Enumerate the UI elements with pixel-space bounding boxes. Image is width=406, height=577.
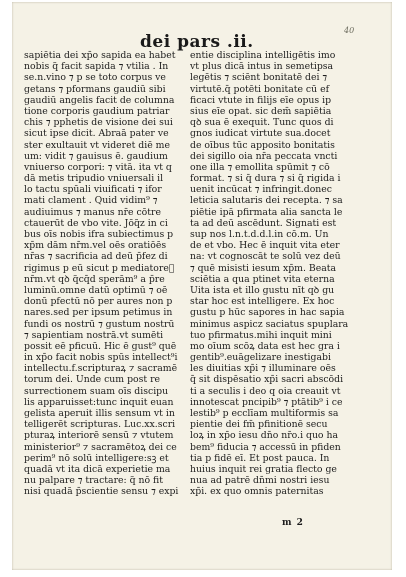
text-line: lis apparuisset:tunc inquit euan <box>24 396 174 408</box>
text-line: pturaꝝ interiorē sensū ⁊ vtutem <box>24 430 174 442</box>
text-line: de et vbo. Hec ē inquit vita eter <box>190 240 340 252</box>
text-line: mo oīum scōꝝ data est hec gra i <box>190 340 340 352</box>
text-line: gaudiū angelis facit de columna <box>24 94 175 106</box>
text-line: nu palpare ⁊ tractare: q̃ nō fit <box>24 475 163 487</box>
text-line: one illa ⁊ emollita spūmit ⁊ cō <box>190 161 330 173</box>
text-line: vniuerso corpori: ⁊ vitā. ita vt q <box>24 161 172 173</box>
text-line: telligerēt scripturas. Luc.xx.scri <box>24 419 176 431</box>
right-text-column <box>190 50 356 498</box>
text-line: ster exultauit vt videret diē me <box>24 139 171 151</box>
text-line: xp̄m dām nr̄m.vel oēs oratiōēs <box>24 240 167 252</box>
text-line: se.n.vino ⁊ p se toto corpus ve <box>24 72 166 84</box>
folio-number: 40 <box>344 26 355 35</box>
text-line: luminū.omne datū optimū ⁊ oē <box>24 284 168 296</box>
text-line: um: vidit ⁊ gauisus ē. gaudium <box>24 150 168 162</box>
text-line: quadā vt ita dicā experietie ma <box>24 463 171 475</box>
text-line: rigimus p eū sicut p mediatoreᷓ <box>24 262 175 274</box>
text-line: sicut ipse dicit. Abraā pater ve <box>24 128 169 140</box>
text-line: pientie dei fm̄ pfinitionē secu <box>190 419 328 431</box>
text-line: sciētia a qua ptinet vita eterna <box>190 273 335 285</box>
text-line: Uita ista et illo gustu nīt qꝺ gu <box>190 284 335 296</box>
text-line: loꝝ in xp̄o iesu dn̄o nr̄o.i quo ha <box>190 430 339 442</box>
text-line: tia p fidē eī. Et post pauca. In <box>190 452 330 464</box>
text-line: ta ad deū ascēdunt. Signati est <box>190 217 337 229</box>
text-line: nr̄as ⁊ sacrificia ad deū p̄fez di <box>24 251 168 263</box>
text-line: ministerior⁹ ⁊ sacramētoꝝ dei ce <box>24 441 177 453</box>
text-line: surrectionem suam oīs discipu <box>24 385 169 397</box>
running-header: dei pars .ii. <box>140 32 254 52</box>
text-line: getans ⁊ pformans gaudiū sibi <box>24 83 166 95</box>
text-line: na: vt cognoscāt te solū vez deū <box>190 251 341 263</box>
text-line: nisi quadā p̄scientie sensu ⁊ expi <box>24 486 179 498</box>
text-line: gnos iudicat virtute sua.docet <box>190 128 331 140</box>
book-page <box>12 2 392 570</box>
text-line: tione corporis gaudium patriar <box>24 105 170 117</box>
text-line: donū pfectū nō per aures non p <box>24 296 173 308</box>
text-line: gustu p hūc sapores in hac sapia <box>190 307 345 319</box>
text-line: star hoc est intelligere. Ex hoc <box>190 296 335 308</box>
text-line: huius inquit rei gratia flecto ge <box>190 463 337 475</box>
text-line: possit eē pficuū. Hic ē gust⁹ quē <box>24 340 177 352</box>
text-line: xp̄i. ex quo omnis paternitas <box>190 486 324 498</box>
text-line: nares.sed per ipsum petimus in <box>24 307 173 319</box>
text-line: piētie ipā pfirmata alia sancta le <box>190 206 343 218</box>
text-line: sup nos l.n.t.d.d.l.in cō.m. Un <box>190 229 329 240</box>
text-line: gentib⁹.euāgelizare inestigabi <box>190 352 331 364</box>
signature-mark: m 2 <box>282 518 304 528</box>
text-line: nr̄m.vt qꝺ q̃cq̄d sperām⁹ a p̄re <box>24 273 165 285</box>
text-line: sapiētia dei xp̄o sapida ea habet <box>24 50 176 61</box>
text-line: dā metis tripudio vniuersali il <box>24 173 164 185</box>
text-line: perim⁹ nō solū intelligere:sꝫ et <box>24 452 169 464</box>
text-line: fundi os nostrū ⁊ gustum nostrū <box>24 318 175 330</box>
text-line: in xp̄o facit nobis spūs intellect⁹i <box>24 352 178 364</box>
text-line: gelista aperuit illis sensum vt in <box>24 408 175 419</box>
text-line: mati clament . Quid vidim⁹ ⁊ <box>24 195 158 207</box>
text-line: virtutē.q̄ potēti bonitate cū ef <box>190 83 330 95</box>
text-line: vt plus dicā intus in semetipsa <box>190 61 334 73</box>
text-line: legētis ⁊ sciēnt bonitatē dei ⁊ <box>190 72 328 84</box>
text-line: q̄ sit dispēsatio xp̄i sacri abscōdi <box>190 374 344 386</box>
text-line: qꝺ sua ē exequit. Tunc quos di <box>190 117 334 129</box>
text-line: minimus aspicz saciatus spuplara <box>190 318 349 330</box>
text-line: sius eīe opat. sic dem̄ sapiētia <box>190 105 332 117</box>
text-line: intellectu.f.scripturaꝝ ⁊ sacramē <box>24 363 178 375</box>
text-line: de oībus tūc apposito bonitatis <box>190 139 335 151</box>
text-line: bem⁹ fiducia ⁊ accessū in pfiden <box>190 441 341 453</box>
text-line: entie disciplina intelligētis imo <box>190 50 336 61</box>
text-line: leticia salutaris dei recepta. ⁊ sa <box>190 195 343 207</box>
text-line: tuo pfirmatus.mihi inquit mini <box>190 329 332 341</box>
text-line: chis ⁊ pphetis de visione dei sui <box>24 117 173 129</box>
text-line: les diuitias xp̄i ⁊ illuminare oēs <box>190 363 336 375</box>
text-line: ⁊ quē misisti iesum xp̄m. Beata <box>190 262 337 274</box>
text-line: bus oīs nobis ifra subiectimus p <box>24 229 174 240</box>
text-line: ficaci vtute in filijs eīe opus ip <box>190 94 332 106</box>
text-line: nua ad patrē dn̄mi nostri iesu <box>190 475 330 487</box>
text-line: innotescat pncipib⁹ ⁊ ptātib⁹ i ce <box>190 396 343 408</box>
text-line: ctauerūt de vbo vite. Jōq̃z in ci <box>24 217 168 229</box>
text-line: ⁊ sapientiam nostrā.vt sumēti <box>24 329 164 341</box>
text-line: torum dei. Unde cum post re <box>24 374 161 386</box>
text-line: audiuimus ⁊ manus nr̄e cōtre <box>24 206 161 218</box>
text-line: ti a seculis i deo q oia creauit vt <box>190 385 341 397</box>
left-text-column <box>24 50 182 498</box>
text-line: nobis q̃ facit sapida ⁊ vtilia . In <box>24 61 169 73</box>
text-line: uenit incūcat ⁊ infringit.donec <box>190 184 332 196</box>
text-line: lestib⁹ p ecclīam multiformis sa <box>190 408 339 419</box>
text-line: format. ⁊ si q̄ dura ⁊ si q̄ rigida i <box>190 173 341 185</box>
text-line: lo tactu spūali viuificati ⁊ ifor <box>24 184 162 196</box>
text-line: dei sigillo oia nr̄a peccata vncti <box>190 150 338 162</box>
